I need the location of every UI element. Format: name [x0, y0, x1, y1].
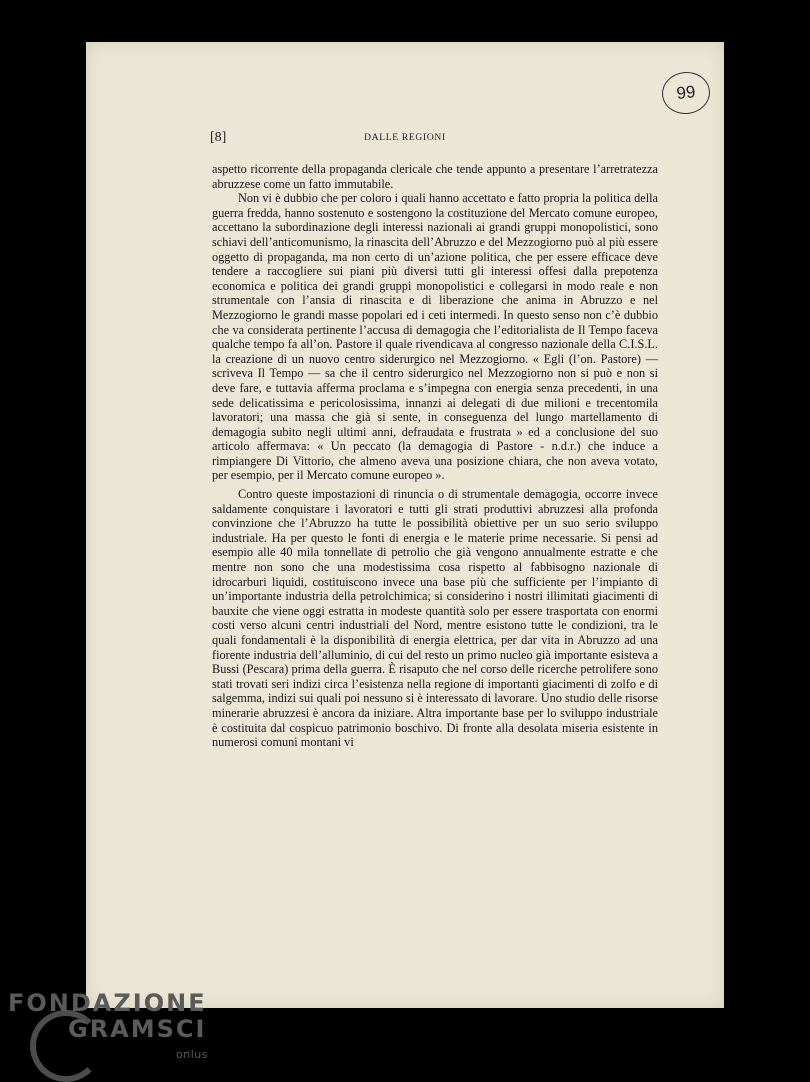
body-text: [212, 162, 658, 750]
paragraph: aspetto ricorrente della propaganda clericale che tende appunto a presentare l’arretratezza abruzzese come un fatto immutabile.: [212, 162, 658, 191]
running-head: DALLE REGIONI: [364, 133, 446, 143]
watermark-line3: onlus: [176, 1048, 208, 1061]
page-number: [8]: [210, 130, 227, 145]
archive-number-stamp: 99: [660, 70, 712, 117]
watermark-logo: [8, 989, 208, 1061]
paragraph: Non vi è dubbio che per coloro i quali hanno accettato e fatto propria la politica della guerra fredda, hanno sostenuto e sostengono la costituzione del Mercato comune europeo, accettano la subordinazione degli interessi nazionali ai grandi gruppi monopolistici, sono schiavi dell’anticomunismo, la rinascita dell’Abruzzo e del Mezzogiorno può al più essere oggetto di propaganda, ma non certo di un’azione politica, che per essere efficace deve tendere a raccogliere sui piani più diversi tutti gli interessi offesi dalla prepotenza economica e politica dei grandi gruppi monopolistici e collegarsi in modo reale e non strumentale con l’ansia di rinascita e di liberazione che anima in Abruzzo e nel Mezzogiorno le grandi masse popolari ed i ceti intermedi. In questo senso non c’è dubbio che va considerata pertinente l’accusa di demagogia che l’editorialista de Il Tempo faceva qualche tempo fa all’on. Pastore il quale rivendicava al congresso nazionale della C.I.S.L. la creazione di un nuovo centro siderurgico nel Mezzogiorno. « Egli (l’on. Pastore) — scriveva Il Tempo — sa che il centro siderurgico nel Mezzogiorno non si può e non si deve fare, e tuttavia afferma proclama e s’impegna con energia senza precedenti, in una sede delicatissima e pericolosissima, innanzi ai delegati di due milioni e trecentomila lavoratori; una massa che già si sente, in conseguenza del lungo martellamento di demagogia subito negli ultimi anni, defraudata e frustrata » ed a conclusione del suo articolo affermava: « Un peccato (la demagogia di Pastore - n.d.r.) che induce a rimpiangere Di Vittorio, che almeno aveva una posizione chiara, che non aveva votato, per esempio, per il Mercato comune europeo ».: [212, 191, 658, 483]
watermark-line1: FONDAZIONE: [8, 989, 207, 1017]
paragraph: Contro queste impostazioni di rinuncia o di strumentale demagogia, occorre invece saldamente conquistare i lavoratori e tutti gli strati produttivi abruzzesi alla profonda convinzione che l’Abruzzo ha tutte le possibilità obiettive per un suo serio sviluppo industriale. Ha per questo le fonti di energia e le materie prime necessarie. Si pensi ad esempio alle 40 mila tonnellate di petrolio che già vengono annualmente estratte e che mentre non sono che una modestissima cosa rispetto al fabbisogno nazionale di idrocarburi liquidi, costituiscono invece una base più che sufficiente per l’impianto di un’importante industria della petrolchimica; si considerino i nostri illimitati giacimenti di bauxite che viene oggi estratta in modeste quantità solo per essere trasportata con enormi costi verso alcuni centri industriali del Nord, mentre esistono tutte le condizioni, tra le quali fondamentali è la disponibilità di energia elettrica, per dar vita in Abruzzo ad una fiorente industria dell’alluminio, di cui del resto un primo nucleo già importante esisteva a Bussi (Pescara) prima della guerra. È risaputo che nel corso delle ricerche petrolifere sono stati trovati seri indizi circa l’esistenza nella regione di importanti giacimenti di zolfo e di salgemma, indizi sui quali poi nessuno si è interessato di lavorare. Uno studio delle risorse minerarie abruzzesi è ancora da iniziare. Altra importante base per lo sviluppo industriale è costituita dal cospicuo patrimonio boschivo. Di fronte alla desolata miseria esistente in numerosi comuni montani vi: [212, 487, 658, 750]
watermark-line2: GRAMSCI: [68, 1015, 207, 1043]
